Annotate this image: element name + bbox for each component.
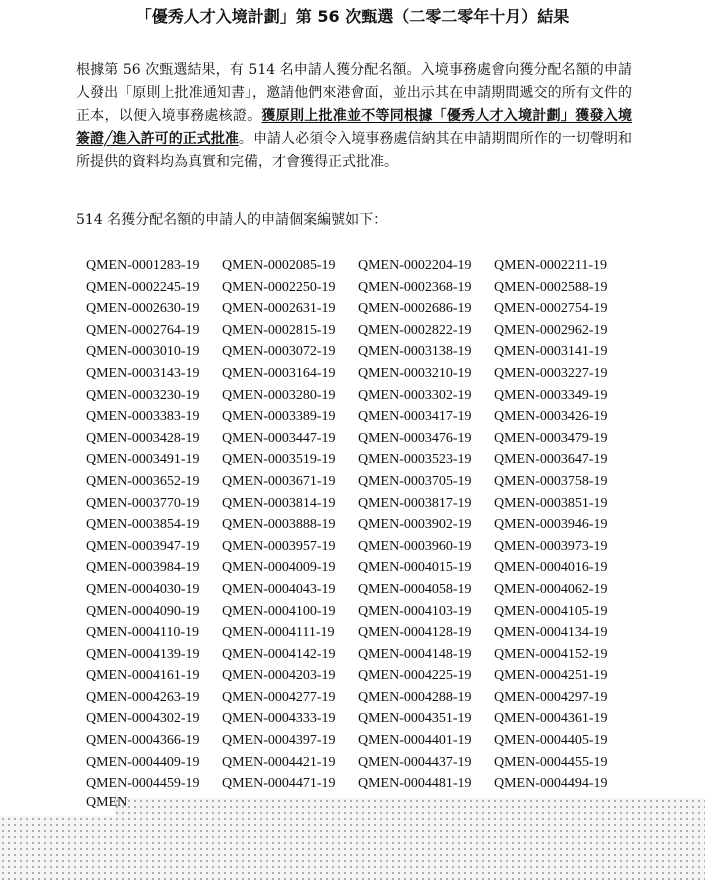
case-number: QMEN-0003349-19	[494, 387, 608, 403]
case-number: QMEN-0004058-19	[358, 581, 472, 597]
case-number: QMEN-0004251-19	[494, 668, 608, 684]
case-number: QMEN-0004455-19	[494, 754, 608, 770]
case-number: QMEN-0004288-19	[358, 689, 472, 705]
case-number: QMEN-0003817-19	[358, 495, 472, 511]
case-number: QMEN-0004366-19	[86, 733, 200, 749]
case-number: QMEN-0004361-19	[494, 711, 608, 727]
announcement-paragraph	[76, 59, 632, 174]
case-number: QMEN-0003227-19	[494, 365, 608, 381]
case-number: QMEN-0003519-19	[222, 452, 336, 468]
case-number: QMEN-0003854-19	[86, 517, 200, 533]
case-number: QMEN-0004105-19	[494, 603, 608, 619]
case-number: QMEN-0003141-19	[494, 344, 608, 360]
case-number: QMEN-0004090-19	[86, 603, 200, 619]
case-number: QMEN-0004015-19	[358, 560, 472, 576]
case-number: QMEN-0003072-19	[222, 344, 336, 360]
case-number: QMEN-0002211-19	[494, 258, 608, 273]
case-number: QMEN-0003010-19	[86, 344, 200, 360]
case-number: QMEN-0002368-19	[358, 279, 472, 295]
case-number: QMEN-0004148-19	[358, 646, 472, 662]
case-number: QMEN-0004128-19	[358, 625, 472, 641]
case-number: QMEN-0004103-19	[358, 603, 472, 619]
case-number: QMEN-0002245-19	[86, 279, 200, 295]
case-number: QMEN-0003476-19	[358, 430, 472, 446]
case-number: QMEN-0003946-19	[494, 517, 608, 533]
case-number: QMEN-0003280-19	[222, 387, 336, 403]
case-number: QMEN-0004401-19	[358, 733, 472, 749]
case-number: QMEN-0002631-19	[222, 301, 336, 317]
case-number: QMEN-0002962-19	[494, 322, 608, 338]
case-number: QMEN-0003652-19	[86, 473, 200, 489]
case-number: QMEN-0002815-19	[222, 322, 336, 338]
case-number: QMEN-0004397-19	[222, 733, 336, 749]
case-number: QMEN-0004110-19	[86, 625, 200, 641]
case-number: QMEN-0003383-19	[86, 409, 200, 425]
paragraph-text: 根據第 56 次甄選結果，有 514 名申請人獲分配名額。入境事務處會向獲分配名額的申請人發出「原則上批准通知書」，邀請他們來港會面，並出示其在申請期間遞交的所有文件的正本，以便入境事務處核證。	[76, 62, 632, 124]
case-number-grid	[86, 255, 630, 795]
case-number: QMEN-0003523-19	[358, 452, 472, 468]
case-number: QMEN-0003647-19	[494, 452, 608, 468]
case-number: QMEN-0003417-19	[358, 409, 472, 425]
case-number: QMEN-0003947-19	[86, 538, 200, 554]
case-number: QMEN-0002630-19	[86, 301, 200, 317]
case-number: QMEN-0004494-19	[494, 776, 608, 792]
case-number: QMEN-0004062-19	[494, 581, 608, 597]
case-number: QMEN-0004100-19	[222, 603, 336, 619]
case-number: QMEN-0003447-19	[222, 430, 336, 446]
case-number: QMEN-0004152-19	[494, 646, 608, 662]
case-number: QMEN-0003479-19	[494, 430, 608, 446]
case-number: QMEN-0003210-19	[358, 365, 472, 381]
case-number: QMEN-0004009-19	[222, 560, 336, 576]
case-number: QMEN-0004263-19	[86, 689, 200, 705]
case-number: QMEN-0003770-19	[86, 495, 200, 511]
case-number: QMEN-0004016-19	[494, 560, 608, 576]
case-number: QMEN-0003164-19	[222, 365, 336, 381]
case-number: QMEN-0004043-19	[222, 581, 336, 597]
case-number: QMEN-0004481-19	[358, 776, 472, 792]
case-number: QMEN-0004471-19	[222, 776, 336, 792]
case-number: QMEN-0003428-19	[86, 430, 200, 446]
case-number: QMEN-0003888-19	[222, 517, 336, 533]
paragraph-emphasis: 獲原則上批准並不等同根據「優秀人才入境計劃」獲發入境簽證╱進入許可的正式批准	[76, 108, 632, 147]
case-number: QMEN-0004277-19	[222, 689, 336, 705]
case-number: QMEN-0002754-19	[494, 301, 608, 317]
case-number: QMEN-0003851-19	[494, 495, 608, 511]
case-number: QMEN-0003671-19	[222, 473, 336, 489]
case-number: QMEN-0004297-19	[494, 689, 608, 705]
case-number: QMEN-0003973-19	[494, 538, 608, 554]
case-number: QMEN-0004409-19	[86, 754, 200, 770]
case-number: QMEN-0003705-19	[358, 473, 472, 489]
case-number: QMEN-0002204-19	[358, 258, 472, 273]
case-number: QMEN-0003138-19	[358, 344, 472, 360]
case-number: QMEN-0003902-19	[358, 517, 472, 533]
case-number: QMEN-0004333-19	[222, 711, 336, 727]
case-number: QMEN-0002250-19	[222, 279, 336, 295]
case-number: QMEN-0004111-19	[222, 625, 335, 641]
case-number: QMEN-0003814-19	[222, 495, 336, 511]
case-number: QMEN-0004203-19	[222, 668, 336, 684]
case-number: QMEN-0004351-19	[358, 711, 472, 727]
case-number: QMEN-0003960-19	[358, 538, 472, 554]
case-number: QMEN-0004405-19	[494, 733, 608, 749]
case-number: QMEN-0004161-19	[86, 668, 200, 684]
case-number: QMEN-0002588-19	[494, 279, 608, 295]
case-number: QMEN-0003984-19	[86, 560, 200, 576]
case-number: QMEN-0004421-19	[222, 754, 336, 770]
partial-case-number: QMEN	[86, 795, 128, 810]
case-number: QMEN-0003389-19	[222, 409, 336, 425]
case-number: QMEN-0002686-19	[358, 301, 472, 317]
case-number: QMEN-0001283-19	[86, 258, 200, 273]
case-number: QMEN-0004134-19	[494, 625, 608, 641]
case-number: QMEN-0004225-19	[358, 668, 472, 684]
case-number: QMEN-0004142-19	[222, 646, 336, 662]
case-number: QMEN-0004437-19	[358, 754, 472, 770]
case-number: QMEN-0002764-19	[86, 322, 200, 338]
case-number: QMEN-0003491-19	[86, 452, 200, 468]
case-number: QMEN-0003758-19	[494, 473, 608, 489]
case-number: QMEN-0004139-19	[86, 646, 200, 662]
case-list-intro: 514 名獲分配名額的申請人的申請個案編號如下：	[76, 212, 388, 228]
case-number: QMEN-0003230-19	[86, 387, 200, 403]
paragraph-text-end: 。申請人必須令入境事務處信納其在申請期間所作的一切聲明和所提供的資料均為真實和完備，才會獲得正式批准。	[76, 131, 633, 170]
case-number: QMEN-0003302-19	[358, 387, 472, 403]
case-number: QMEN-0004030-19	[86, 581, 200, 597]
case-number: QMEN-0003426-19	[494, 409, 608, 425]
case-number: QMEN-0002085-19	[222, 258, 336, 273]
case-number: QMEN-0004302-19	[86, 711, 200, 727]
case-number: QMEN-0004459-19	[86, 776, 200, 792]
page-title: 「優秀人才入境計劃」第 56 次甄選（二零二零年十月）結果	[135, 7, 570, 26]
case-number: QMEN-0003957-19	[222, 538, 336, 554]
case-number: QMEN-0003143-19	[86, 365, 200, 381]
case-number: QMEN-0002822-19	[358, 322, 472, 338]
